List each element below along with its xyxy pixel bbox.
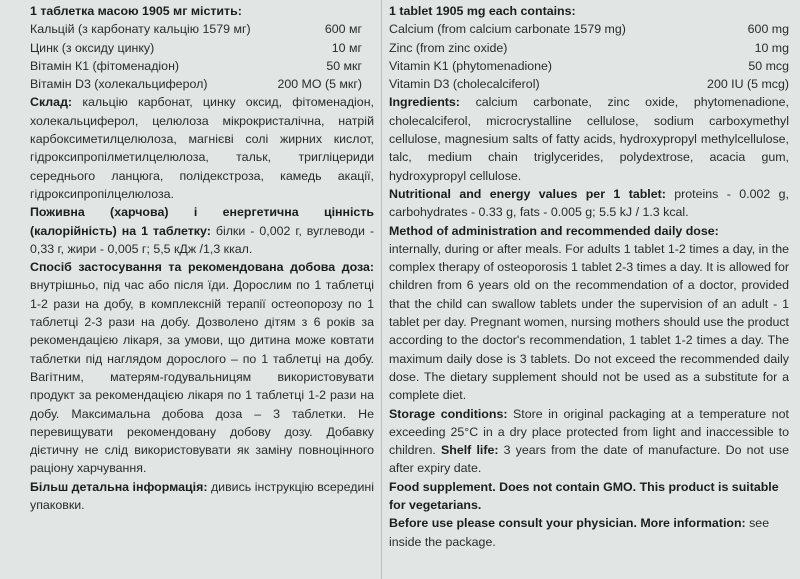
en-storage-text: Store in original packaging at a temperature not exceeding 25°C in a dry place protected from light and inaccessible to children. (389, 406, 789, 458)
uk-more-label: Більш детальна інформація: (30, 479, 208, 494)
en-composition-row (389, 39, 789, 57)
en-ingredient-name: Calcium (from calcium carbonate 1579 mg) (389, 22, 626, 37)
en-header: 1 tablet 1905 mg each contains: (389, 4, 576, 18)
en-ingredients-text: calcium carbonate, zinc oxide, phytomenadione, cholecalciferol, microcrystalline cellulose, sodium carboxymethyl cellulose, magnesium salts of fatty acids, hydroxypropyl methylcellulose, talc, medium chain triglycerides, polydextrose, acacia gum, hydroxypropyl cellulose. (389, 95, 789, 183)
uk-usage-label: Спосіб застосування та рекомендована добова доза: (30, 260, 374, 275)
en-ingredient-amount: 50 mcg (748, 58, 789, 73)
en-ingredient-amount: 600 mg (747, 22, 789, 37)
en-consult-text: see inside the package. (389, 516, 770, 549)
en-storage-label: Storage conditions: (389, 406, 508, 421)
uk-ingredient-name: Цинк (з оксиду цинку) (30, 40, 155, 55)
en-consult-label: Before use please consult your physician. More information: (389, 516, 746, 531)
uk-more-text: дивись інструкцію всередині упаковки. (30, 479, 374, 513)
uk-header: 1 таблетка масою 1905 мг містить: (30, 4, 242, 18)
uk-composition-row (30, 57, 374, 75)
en-consult (389, 514, 789, 551)
uk-nutrition (30, 203, 374, 258)
ukrainian-column (30, 2, 374, 514)
en-composition-row (389, 57, 789, 75)
en-shelf-label: Shelf life: (441, 443, 499, 458)
uk-ingredients-text: кальцію карбонат, цинку оксид, фітоменадіон, холекальциферол, целюлоза мікрокристалічна, натрій карбоксиметилцелюлоза, магнієві солі жирних кислот, гідроксипропілметилцелюлоза, тальк, тригліцериди середнього ланцюга, полідекстроза, камедь акації, гідроксипропілцелюлоза. (30, 95, 374, 201)
uk-ingredient-name: Вітамін D3 (холекальциферол) (30, 77, 208, 92)
uk-ingredient-amount: 50 мкг (326, 58, 362, 73)
uk-usage-text: внутрішньо, під час або після їди. Дорослим по 1 таблетці 1-2 рази на добу, в комплексній терапії остеопорозу по 1 таблетці 2-3 рази на добу. Дозволено дітям з 6 років за рекомендацією лікаря, за умови, що дитина може ковтати таблетки під наглядом дорослого – по 1 таблетці на добу. Вагітним, матерям-годувальницям використовувати продукт за рекомендацією лікаря по 1 таблетці 1-2 рази на добу. Максимальна добова доза – 3 таблетки. Не перевищувати рекомендовану добову дозу. Добавку дієтичну не слід використовувати як заміну повноцінного раціону харчування. (30, 278, 374, 476)
column-divider (381, 0, 382, 579)
uk-ingredients (30, 93, 374, 203)
en-shelf-text: 3 years from the date of manufacture. Do not use after expiry date. (389, 443, 789, 476)
en-food-notice: Food supplement. Does not contain GMO. This product is suitable for vegetarians. (389, 479, 779, 513)
en-ingredients-label: Ingredients: (389, 95, 460, 110)
uk-composition-row (30, 39, 374, 57)
en-method-text: internally, during or after meals. For adults 1 tablet 1-2 times a day, in the complex therapy of osteoporosis 1 tablet 2-3 times a day. It is allowed for children from 6 years old on the recommendation of a doctor, provided that the child can swallow tablets under the supervision of an adult - 1 tablet per day. Pregnant women, nursing mothers should use the product according to the doctor's recommendation, 1 tablet 1-2 times a day. The maximum daily dose is 3 tablets. Do not exceed the recommended daily dose. The dietary supplement should not be used as a substitute for a complete diet. (389, 241, 789, 403)
en-composition-row (389, 20, 789, 38)
en-ingredient-name: Vitamin K1 (phytomenadione) (389, 58, 553, 73)
en-ingredient-name: Zinc (from zinc oxide) (389, 40, 508, 55)
uk-ingredient-amount: 200 МО (5 мкг) (277, 77, 362, 92)
en-ingredient-amount: 200 IU (5 mcg) (707, 77, 789, 92)
en-composition-row (389, 75, 789, 93)
en-nutrition-label: Nutritional and energy values per 1 tablet: (389, 186, 666, 201)
en-storage (389, 405, 789, 478)
uk-more-info (30, 478, 374, 515)
uk-composition-row (30, 75, 374, 93)
en-ingredient-amount: 10 mg (754, 40, 789, 55)
en-method-label: Method of administration and recommended daily dose: (389, 223, 719, 238)
en-nutrition (389, 185, 789, 222)
uk-ingredient-name: Вітамін К1 (фітоменадіон) (30, 58, 180, 73)
uk-nutrition-label: Поживна (харчова) і енергетична цінність (калорійність) на 1 таблетку: (30, 205, 374, 238)
uk-ingredient-amount: 10 мг (331, 40, 362, 55)
uk-nutrition-text: білки - 0,002 г, вуглеводи - 0,33 г, жири - 0,005 г; 5,5 кДж /1,3 ккал. (30, 223, 374, 256)
english-column (389, 2, 789, 551)
uk-ingredients-label: Склад: (30, 95, 73, 110)
uk-composition-row (30, 20, 374, 38)
uk-usage (30, 258, 374, 478)
en-nutrition-text: proteins - 0.002 g, carbohydrates - 0.33 g, fats - 0.005 g; 5.5 kJ / 1.3 kcal. (389, 186, 789, 220)
en-ingredient-name: Vitamin D3 (cholecalciferol) (389, 77, 540, 92)
en-ingredients (389, 93, 789, 184)
uk-ingredient-name: Кальцій (з карбонату кальцію 1579 мг) (30, 22, 251, 37)
uk-ingredient-amount: 600 мг (324, 22, 362, 37)
